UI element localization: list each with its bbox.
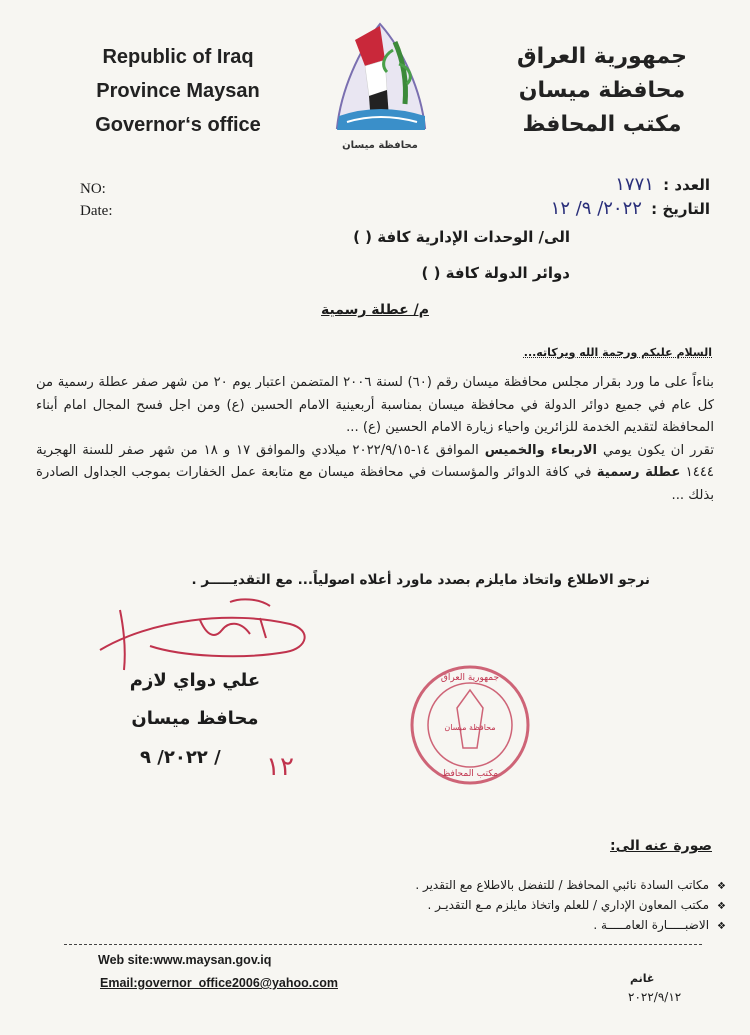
clerk-name: غانم <box>630 972 655 985</box>
date-label-ar: التاريخ : <box>651 200 710 218</box>
body-paragraph-2 <box>36 440 714 508</box>
official-stamp-icon <box>405 660 535 790</box>
signatory-title: محافظ ميسان <box>131 708 259 729</box>
maysan-logo-icon <box>325 20 435 155</box>
handwritten-signature-icon <box>90 590 320 680</box>
recipient-line-2: دوائر الدولة كافة ( ) <box>421 264 570 282</box>
meta-arabic <box>551 173 710 221</box>
header-arabic <box>502 40 702 142</box>
cc-item: ❖ مكتب المعاون الإداري / للعلم واتخاذ مايلزم مـع التقديـر . <box>415 896 726 916</box>
closing-line: نرجو الاطلاع واتخاذ مايلزم بصدد ماورد أعلاه اصولياً... مع التقديـــــر . <box>191 572 650 588</box>
clerk-date: ٢٠٢٢/٩/١٢ <box>628 990 682 1004</box>
meta-english <box>80 178 112 222</box>
cc-item: ❖ الاضبـــــارة العامـــــة . <box>415 916 726 936</box>
signature-date: ٢٠٢٢/ ٩ / <box>140 747 221 768</box>
header-english <box>58 40 298 142</box>
body-p2-holiday: عطلة رسمية <box>596 465 681 480</box>
stamp-text-bottom: مكتب المحافظ <box>441 769 499 779</box>
header-ar-office: مكتب المحافظ <box>522 112 682 137</box>
cc-list <box>415 876 726 936</box>
stamp-text-mid: محافظة ميسان <box>444 723 496 732</box>
reference-number-row <box>551 173 710 197</box>
date-label: Date: <box>80 203 113 219</box>
header-en-office: Governor‘s office <box>95 114 261 136</box>
stamp-text-top: جمهورية العراق <box>440 673 500 683</box>
date-row-ar <box>551 197 710 221</box>
body-p2-text-a: تقرر ان يكون يومي <box>597 442 714 458</box>
footer-website: Web site:www.maysan.gov.iq <box>98 953 272 967</box>
handwritten-day: ١٢ <box>266 752 294 782</box>
subject-line: م/ عطلة رسمية <box>321 302 429 318</box>
signatory-name: علي دواي لازم <box>129 670 261 691</box>
body-p2-text-c: الموافق ١٤-٢٠٢٢/٩/١٥ ميلادي والموافق ١٧ و ١٨ من شهر صفر للسنة الهجرية ١٤٤٤ <box>36 442 714 480</box>
recipient-line-1: الى/ الوحدات الإدارية كافة ( ) <box>353 228 570 246</box>
body-p2-days: الاربعاء والخميس <box>484 442 598 458</box>
body-p2-text-e: في كافة الدوائر والمؤسسات في محافظة ميسان مع متابعة عمل الخفارات بموجب الجداول الصادرة بذلك ... <box>36 465 714 503</box>
cc-item: ❖ مكاتب السادة نائبي المحافظ / للتفضل بالاطلاع مع التقدير . <box>415 876 726 896</box>
header-en-province: Province Maysan <box>96 80 260 102</box>
cc-heading: صورة عنه الى: <box>610 838 712 854</box>
footer-email: Email:governor_office2006@yahoo.com <box>100 976 338 990</box>
reference-number-value: ١٧٧١ <box>615 174 654 195</box>
body-paragraph-1: بناءاً على ما ورد بقرار مجلس محافظة ميسان رقم (٦٠) لسنة ٢٠٠٦ المتضمن اعتبار يوم ٢٠ من شهر صفر عطلة رسمية من كل عام في جميع دوائر الدولة في محافظة ميسان بمناسبة أربعينية الامام الحسين (ع) ومن اجل فسح المجال امام أبناء المحافظة لتقديم الخدمة للزائرين واحياء زيارة الامام الحسين (ع) ... <box>36 375 714 435</box>
footer-divider <box>64 944 702 945</box>
header-en-country: Republic of Iraq <box>102 46 254 68</box>
header-ar-province: محافظة ميسان <box>518 78 686 103</box>
greeting: السلام عليكم ورحمة الله وبركاته... <box>523 346 712 359</box>
date-value-ar: ٢٠٢٢/ ٩/ ١٢ <box>550 198 642 219</box>
header-ar-country: جمهورية العراق <box>517 44 687 69</box>
reference-number-label: العدد : <box>663 176 710 194</box>
letter-body <box>36 372 714 507</box>
logo-caption: محافظة ميسان <box>342 140 418 151</box>
no-label: NO: <box>80 181 106 197</box>
